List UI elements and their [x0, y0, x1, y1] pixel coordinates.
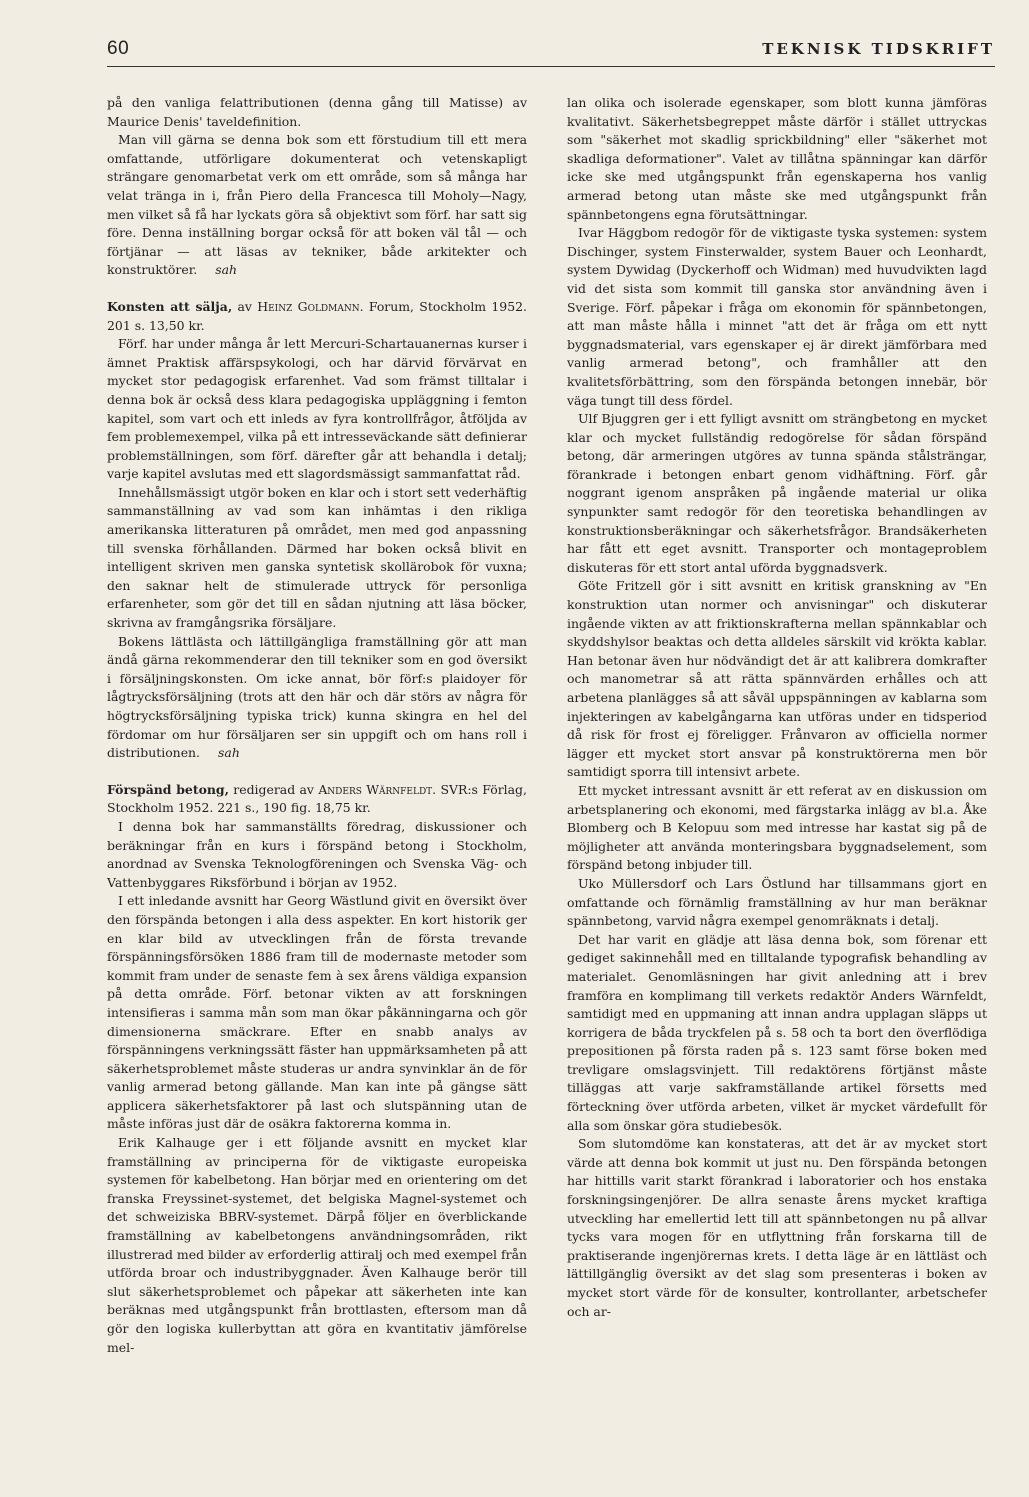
header-rule	[107, 66, 995, 67]
paragraph-text: Man vill gärna se denna bok som ett förstudium till ett mera omfattande, utförligare dokumenterat och vetenskapligt strängare genomarbetat verk om ett område, som så många har velat tränga in i, från Piero della Francesca till Moholy—Nagy, men vilket så få har lyckats göra så objektivt som förf. har satt sig före. Denna inställning borgar också för att boken väl tål — och förtjänar — att läsas av tekniker, både arkitekter och konstruktörer.	[107, 132, 527, 278]
paragraph	[107, 131, 527, 280]
paragraph-text: Bokens lättlästa och lättillgängliga framställning gör att man ändå gärna rekommenderar den till tekniker som en god översikt i försäljningskonsten. Om icke annat, bör förf:s plaidoyer för lågtrycksförsäljning (trots att den här och där störs av några för högtrycksförsäljning typiska trick) kunna skingra en hel del fördomar om hur försäljaren ser sin uppgift och om hans roll i distributionen.	[107, 633, 527, 761]
page-header	[107, 36, 995, 66]
paragraph: Som slutomdöme kan konstateras, att det är av mycket stort värde att denna bok kommit ut just nu. Den förspända betongen har hittills varit starkt förankrad i laboratorier och hos enstaka forskningsingenjörer. De allra senaste årens mycket kraftiga utveckling har emellertid lett till att spännbetongen nu på allvar tycks vara mogen för en utflyttning från forskarna till de praktiserande ingenjörernas krets. I detta läge är en lättläst och lättillgänglig översikt av det slag som presenteras i boken av mycket stort värde för de konsulter, kontrollanter, arbetschefer och ar-	[567, 1136, 987, 1319]
paragraph: på den vanliga felattributionen (denna gång till Matisse) av Maurice Denis' taveldefinition.	[107, 95, 527, 129]
paragraph: Innehållsmässigt utgör boken en klar och i stort sett vederhäftig sammanställning av vad som kan inhämtas i den rikliga amerikanska litteraturen på området, men med god anpassning till svenska förhållanden. Därmed har boken också blivit en intelligent skriven men ganska syntetisk skollärobok för vuxna; den saknar helt de stimulerade uttryck för personliga erfarenheter, som gör det till en sådan njutning att läsa böcker, skrivna av framgångsrika försäljare.	[107, 484, 527, 631]
heading-connector: av	[237, 298, 252, 314]
paragraph: Uko Müllersdorf och Lars Östlund har tillsammans gjort en omfattande och förnämlig framställning av hur man beräknar spännbetong, varvid några exempel genomräknats i detalj.	[567, 875, 987, 929]
right-column	[567, 94, 987, 1321]
review-heading	[107, 781, 527, 818]
book-title: Konsten att sälja,	[107, 298, 233, 314]
paragraph: Det har varit en glädje att läsa denna bok, som förenar ett gediget sakinnehåll med en tilltalande typografisk behandling av materialet. Genomläsningen har givit anledning att i brev framföra en komplimang till verkets redaktör Anders Wärnfeldt, samtidigt med en uppmaning att innan andra upplagan släpps ut korrigera de båda tryckfelen på s. 58 och ta bort den överflödiga prepositionen på första raden på s. 123 samt förse boken med trevligare omslagsvinjett. Till redaktörens förtjänst måste tilläggas att varje sakframställande artikel försetts med förteckning över utförda arbeten, vilket är mycket värdefullt för alla som önskar göra studiebesök.	[567, 931, 987, 1133]
paragraph: I ett inledande avsnitt har Georg Wästlund givit en översikt över den förspända betongen i alla dess aspekter. En kort historik ger en klar bild av utvecklingen från de första trevande förspänningsförsöken 1886 fram till de modernaste metoder som kommit fram under de senaste fem à sex årens väldiga expansion på detta område. Förf. betonar vikten av att forskningen intensifieras i samma mån som man ökar påkänningarna och gör dimensionerna smäckrare. Efter en snabb analys av förspänningens verkningssätt fäster han uppmärksamheten på att säkerhetsproblemet måste studeras ur andra synvinklar än de för vanlig armerad betong gällande. Man kan inte på gängse sätt applicera säkerhetsfaktorer på last och slutspänning utan de måste införas just där de osäkra faktorerna komma in.	[107, 893, 527, 1132]
paragraph: Erik Kalhauge ger i ett följande avsnitt en mycket klar framställning av principerna för de viktigaste europeiska systemen för kabelbetong. Han börjar med en orientering om det franska Freyssinet-systemet, det belgiska Magnel-systemet och det schweiziska BBRV-systemet. Därpå följer en överblickande framställning av kabelbetongens användningsområden, rikt illustrerad med bilder av erforderlig attiralj och med exempel från utförda broar och industribyggnader. Även Kalhauge berör till slut säkerhetsproblemet och påpekar att säkerheten inte kan beräknas med utgångspunkt från brottlasten, eftersom man då gör den logiska kullerbyttan att göra en kvantitativ jämförelse mel-	[107, 1135, 527, 1355]
paragraph: Ett mycket intressant avsnitt är ett referat av en diskussion om arbetsplanering och ekonomi, med färgstarka inlägg av bl.a. Åke Blomberg och B Kelopuu som med intresse har kastat sig på de möjligheter att använda monteringsbara byggnadselement, som förspänd betong inbjuder till.	[567, 782, 987, 873]
reviewer-signature: sah	[218, 745, 240, 761]
book-publication-info: Forum, Stockholm 1952. 201 s. 13,50 kr.	[107, 298, 527, 333]
book-author: Anders Wärnfeldt.	[318, 781, 437, 797]
paragraph: lan olika och isolerade egenskaper, som blott kunna jämföras kvalitativt. Säkerhetsbegreppet måste därför i stället uttryckas som "säkerhet mot skadlig sprickbildning" eller "säkerhet mot skadliga deformationer". Valet av tillåtna spänningar kan därför icke ske med utgångspunkt från egenskaperna hos vanlig armerad betong utan måste ske med utgångspunkt från spännbetongens egna förutsättningar.	[567, 95, 987, 222]
paragraph: I denna bok har sammanställts föredrag, diskussioner och beräkningar från en kurs i förspänd betong i Stockholm, anordnad av Svenska Teknologföreningen och Svenska Väg- och Vattenbyggares Riksförbund i början av 1952.	[107, 818, 527, 890]
left-column	[107, 94, 527, 1357]
book-publication-info: SVR:s Förlag, Stockholm 1952. 221 s., 190 fig. 18,75 kr.	[107, 781, 527, 816]
book-author: Heinz Goldmann.	[257, 298, 364, 314]
page-number: 60	[107, 38, 130, 59]
paragraph: Göte Fritzell gör i sitt avsnitt en kritisk granskning av "En konstruktion utan normer och anvisningar" och diskuterar ingående vikten av att friktionskrafterna mellan spännkablar och skyddshylsor beaktas och detta alldeles särskilt vid krökta kablar. Han betonar även hur nödvändigt det är att kalibrera domkrafter och manometrar så att rätta spännvärden erhålles och att arbetena planlägges så att såväl uppspänningen av kablarna som injekteringen av kabelgångarna kan utföras under en tidsperiod då risk för frost ej föreligger. Frånvaron av officiella normer lägger ett mycket stort ansvar på konstruktörerna men bör samtidigt sporra till intensivt arbete.	[567, 578, 987, 780]
paragraph	[107, 633, 527, 763]
paragraph: Ulf Bjuggren ger i ett fylligt avsnitt om strängbetong en mycket klar och mycket fullständig redogörelse för sådan förspänd betong, där armeringen utgöres av tunna spända stålsträngar, förankrade i betongen enbart genom vidhäftning. Förf. går noggrant igenom anspråken på ingående material ur olika synpunkter samt redogör för den teoretiska behandlingen av konstruktionsberäkningar och säkerhetsfrågor. Brandsäkerheten har fått ett eget avsnitt. Transporter och montageproblem diskuteras för ett stort antal uförda byggnadsverk.	[567, 411, 987, 575]
review-heading	[107, 298, 527, 335]
reviewer-signature: sah	[215, 262, 238, 278]
paragraph: Förf. har under många år lett Mercuri-Schartauanernas kurser i ämnet Praktisk affärspsykologi, och har därvid förvärvat en mycket stor pedagogisk erfarenhet. Vad som främst tilltalar i denna bok är också dess klara pedagogiska uppläggning i femton kapitel, som vart och ett inleds av fyra kontrollfrågor, åtföljda av fem problemexempel, vilka på ett intresseväckande sätt definierar problemställningen, som förf. därefter går att behandla i detalj; varje kapitel avslutas med ett slagordsmässigt sammanfattat råd.	[107, 336, 527, 482]
journal-title: TEKNISK TIDSKRIFT	[762, 40, 995, 58]
paragraph: Ivar Häggbom redogör för de viktigaste tyska systemen: system Dischinger, system Finsterwalder, system Bauer och Leonhardt, system Dywidag (Dyckerhoff och Widman) med huvudvikten lagd vid det sista som kommit till ganska stor användning även i Sverige. Förf. påpekar i fråga om ekonomin för spännbetongen, att man måste hålla i minnet "att det är fråga om ett nytt byggnadsmaterial, vars egenskaper ej är direkt jämförbara med vanlig armerad betong", och framhåller att den kvalitetsförbättring, som den förspända betongen innebär, bör väga tungt till dess fördel.	[567, 225, 987, 408]
heading-connector: redigerad av	[233, 781, 314, 797]
book-title: Förspänd betong,	[107, 781, 229, 797]
